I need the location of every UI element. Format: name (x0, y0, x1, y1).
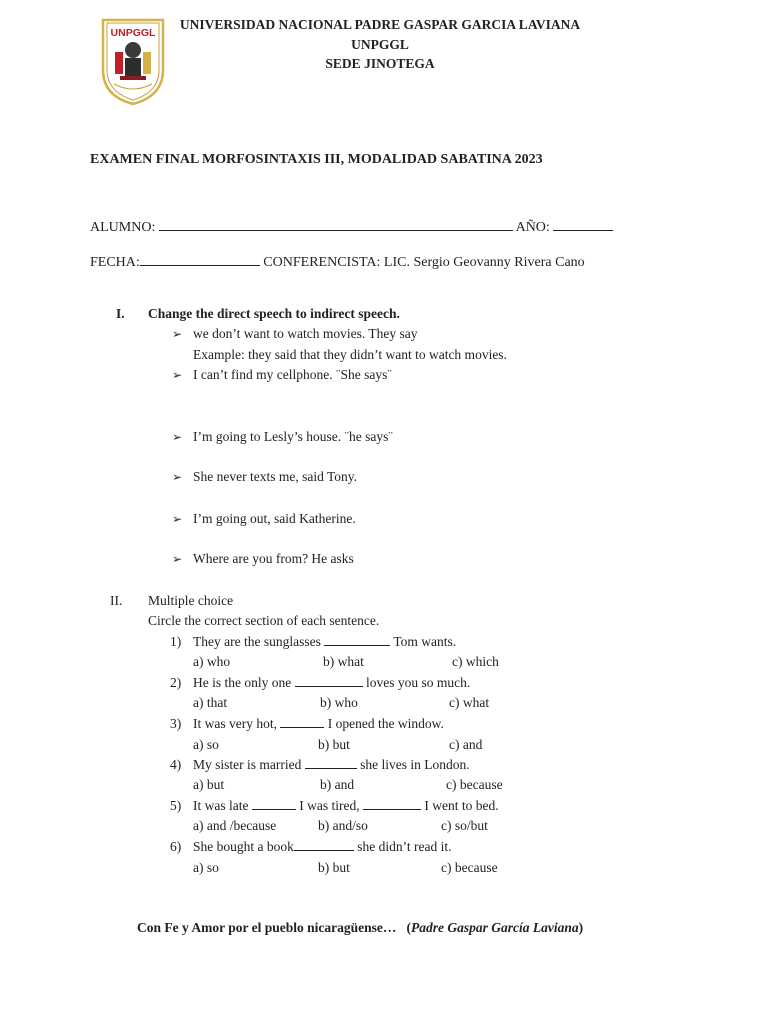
option-c[interactable]: c) because (441, 860, 498, 875)
section1-item: I’m going to Lesly’s house. ¨he says¨ (193, 429, 393, 444)
question-text: They are the sunglasses Tom wants. (193, 634, 457, 649)
option-c[interactable]: c) and (449, 737, 483, 752)
arrow-bullet-icon: ➢ (172, 470, 183, 484)
arrow-bullet-icon: ➢ (172, 552, 183, 566)
conferencista-text: CONFERENCISTA: LIC. Sergio Geovanny Rivera Cano (263, 255, 585, 270)
arrow-bullet-icon: ➢ (172, 368, 183, 382)
option-a[interactable]: a) so (193, 737, 219, 752)
option-a[interactable]: a) that (193, 695, 228, 710)
arrow-bullet-icon: ➢ (172, 512, 183, 526)
question-text: He is the only one loves you so much. (193, 675, 471, 690)
university-acronym: UNPGGL (351, 37, 409, 52)
option-c[interactable]: c) so/but (441, 818, 488, 833)
option-b[interactable]: b) and/so (318, 818, 368, 833)
option-c[interactable]: c) because (446, 777, 503, 792)
answer-blank[interactable] (252, 798, 296, 810)
university-sede: SEDE JINOTEGA (325, 56, 435, 71)
question-number: 4) (170, 757, 182, 772)
option-c[interactable]: c) which (452, 654, 499, 669)
answer-blank[interactable] (324, 634, 390, 646)
option-c[interactable]: c) what (449, 695, 490, 710)
question-number: 5) (170, 798, 182, 813)
alumno-label: ALUMNO: (90, 220, 156, 235)
question-number: 2) (170, 675, 182, 690)
option-a[interactable]: a) but (193, 777, 225, 792)
section2-numeral: II. (110, 593, 123, 608)
option-a[interactable]: a) who (193, 654, 231, 669)
option-a[interactable]: a) and /because (193, 818, 277, 833)
arrow-bullet-icon: ➢ (172, 430, 183, 444)
answer-blank[interactable] (363, 798, 421, 810)
option-a[interactable]: a) so (193, 860, 219, 875)
svg-text:UNPGGL: UNPGGL (110, 27, 156, 39)
section1-numeral: I. (116, 306, 125, 321)
university-name: UNIVERSIDAD NACIONAL PADRE GASPAR GARCIA LAVIANA (179, 17, 581, 32)
question-text: It was late I was tired, I went to bed. (193, 798, 499, 813)
answer-blank[interactable] (305, 757, 357, 769)
question-number: 6) (170, 839, 182, 854)
section2-instruction: Circle the correct section of each sentence. (148, 613, 380, 628)
section1-item: we don’t want to watch movies. They say (193, 326, 418, 341)
question-number: 1) (170, 634, 182, 649)
university-logo (100, 18, 166, 106)
fecha-blank[interactable] (140, 253, 260, 266)
arrow-bullet-icon: ➢ (172, 327, 183, 341)
section1-item: I’m going out, said Katherine. (193, 511, 356, 526)
section1-item: Where are you from? He asks (193, 551, 354, 566)
section1-title: Change the direct speech to indirect speech. (148, 306, 400, 321)
exam-title: EXAMEN FINAL MORFOSINTAXIS III, MODALIDAD SABATINA 2023 (90, 152, 543, 167)
section1-example: Example: they said that they didn’t want to watch movies. (193, 347, 507, 362)
anio-blank[interactable] (553, 218, 613, 231)
question-text: She bought a book she didn’t read it. (193, 839, 452, 854)
section1-item: I can’t find my cellphone. ¨She says¨ (193, 367, 392, 382)
answer-blank[interactable] (294, 839, 354, 851)
section2-title: Multiple choice (148, 593, 234, 608)
option-b[interactable]: b) but (318, 737, 350, 752)
alumno-blank[interactable] (159, 218, 513, 231)
fecha-field (90, 253, 585, 271)
answer-blank[interactable] (295, 675, 363, 687)
alumno-field (90, 218, 613, 236)
question-text: My sister is married she lives in London. (193, 757, 470, 772)
option-b[interactable]: b) what (323, 654, 364, 669)
option-b[interactable]: b) but (318, 860, 350, 875)
anio-label: AÑO: (515, 220, 550, 235)
footer-author: Padre Gaspar García Laviana (411, 920, 579, 935)
answer-blank[interactable] (280, 716, 324, 728)
footer-motto: Con Fe y Amor por el pueblo nicaragüense… (Padre Gaspar García Laviana) (137, 920, 584, 935)
option-b[interactable]: b) and (320, 777, 355, 792)
option-b[interactable]: b) who (320, 695, 358, 710)
question-number: 3) (170, 716, 182, 731)
fecha-label: FECHA: (90, 255, 140, 270)
question-text: It was very hot, I opened the window. (193, 716, 444, 731)
section1-item: She never texts me, said Tony. (193, 469, 358, 484)
